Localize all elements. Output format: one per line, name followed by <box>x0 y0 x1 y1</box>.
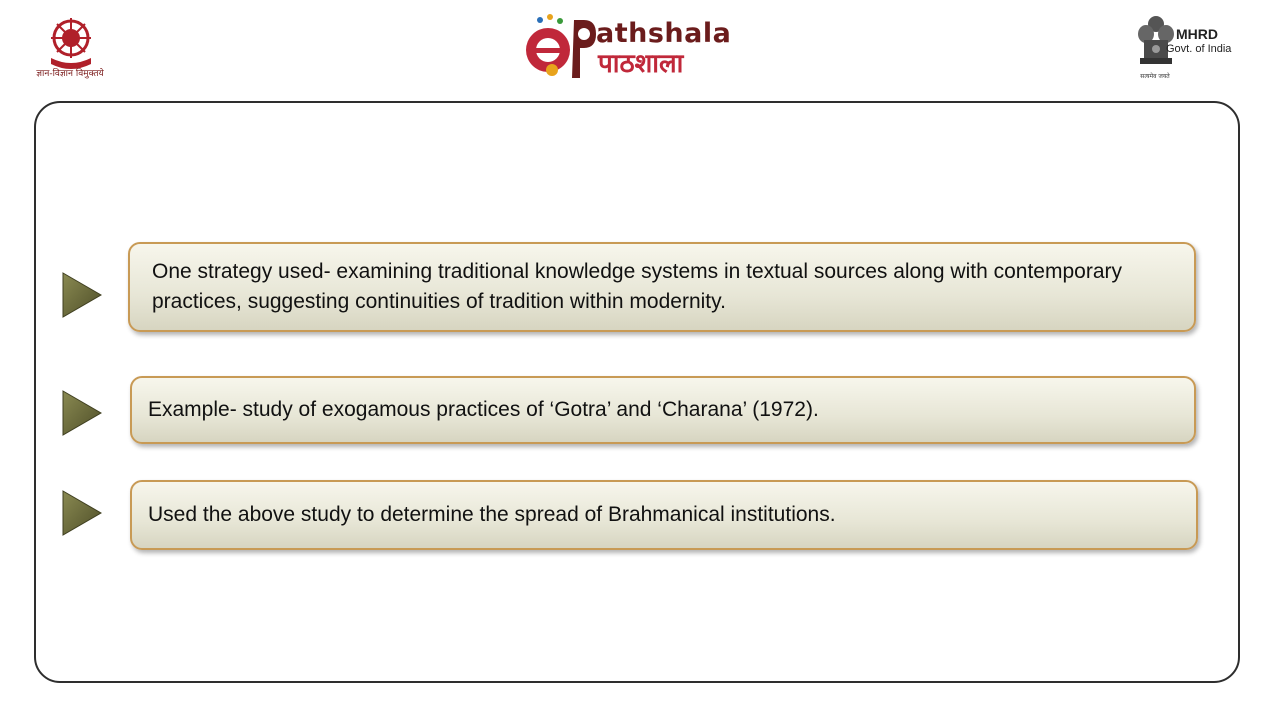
epathshala-latin-text: athshala <box>596 18 732 49</box>
bullet-box-3 <box>130 480 1198 550</box>
bullet-arrow-icon <box>60 388 104 438</box>
ugc-motto: ज्ञान-विज्ञान विमुक्तये <box>36 69 104 79</box>
bullet-box-1 <box>128 242 1196 332</box>
emblem-motto: सत्यमेव जयते <box>1140 73 1170 80</box>
bullet-text-2: Example- study of exogamous practices of ‘Gotra’ and ‘Charana’ (1972). <box>148 398 819 421</box>
epathshala-devanagari-text: पाठशाला <box>598 49 684 79</box>
bullet-arrow-icon <box>60 488 104 538</box>
bullet-text-1: One strategy used- examining traditional knowledge systems in textual sources along with contemporary practices, suggesting continuities of tradition within modernity. <box>152 260 1122 313</box>
mhrd-subtitle: Govt. of India <box>1166 43 1232 55</box>
bullet-box-2 <box>130 376 1196 444</box>
mhrd-title: MHRD <box>1176 26 1218 42</box>
bullet-text-3: Used the above study to determine the spread of Brahmanical institutions. <box>148 503 836 526</box>
bullet-arrow-icon <box>60 270 104 320</box>
